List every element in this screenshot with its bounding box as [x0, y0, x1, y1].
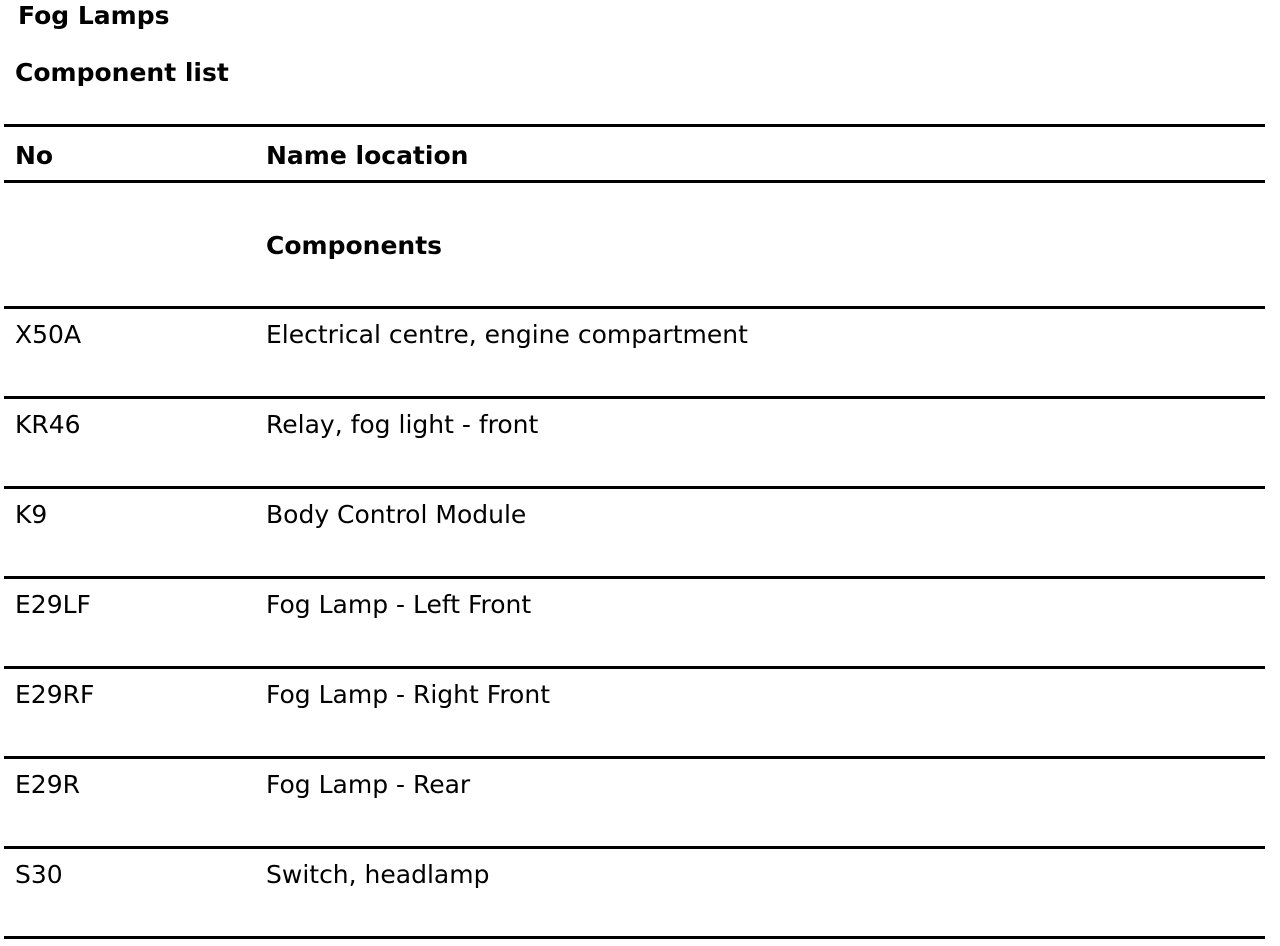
section-title: Component list — [15, 58, 229, 87]
column-header-no: No — [15, 141, 54, 170]
component-no: E29R — [15, 770, 80, 799]
table-header-row — [4, 127, 1265, 180]
component-no: E29LF — [15, 590, 91, 619]
table-row — [4, 579, 1265, 666]
component-no: E29RF — [15, 680, 95, 709]
table-group-row — [4, 183, 1265, 306]
table-row — [4, 309, 1265, 396]
table-bottom-rule — [4, 936, 1265, 939]
component-name: Fog Lamp - Rear — [266, 770, 471, 799]
table-row — [4, 489, 1265, 576]
component-no: S30 — [15, 860, 63, 889]
document-title: Fog Lamps — [18, 1, 170, 30]
table-row — [4, 759, 1265, 846]
component-name: Relay, fog light - front — [266, 410, 539, 439]
table-row — [4, 669, 1265, 756]
component-name: Body Control Module — [266, 500, 527, 529]
component-name: Fog Lamp - Left Front — [266, 590, 532, 619]
table-row — [4, 849, 1265, 936]
group-label-components: Components — [266, 231, 443, 260]
component-no: K9 — [15, 500, 48, 529]
component-name: Electrical centre, engine compartment — [266, 320, 748, 349]
component-no: X50A — [15, 320, 82, 349]
component-name: Fog Lamp - Right Front — [266, 680, 550, 709]
column-header-name-location: Name location — [266, 141, 469, 170]
component-table — [4, 124, 1265, 939]
component-name: Switch, headlamp — [266, 860, 490, 889]
table-row — [4, 399, 1265, 486]
component-no: KR46 — [15, 410, 81, 439]
